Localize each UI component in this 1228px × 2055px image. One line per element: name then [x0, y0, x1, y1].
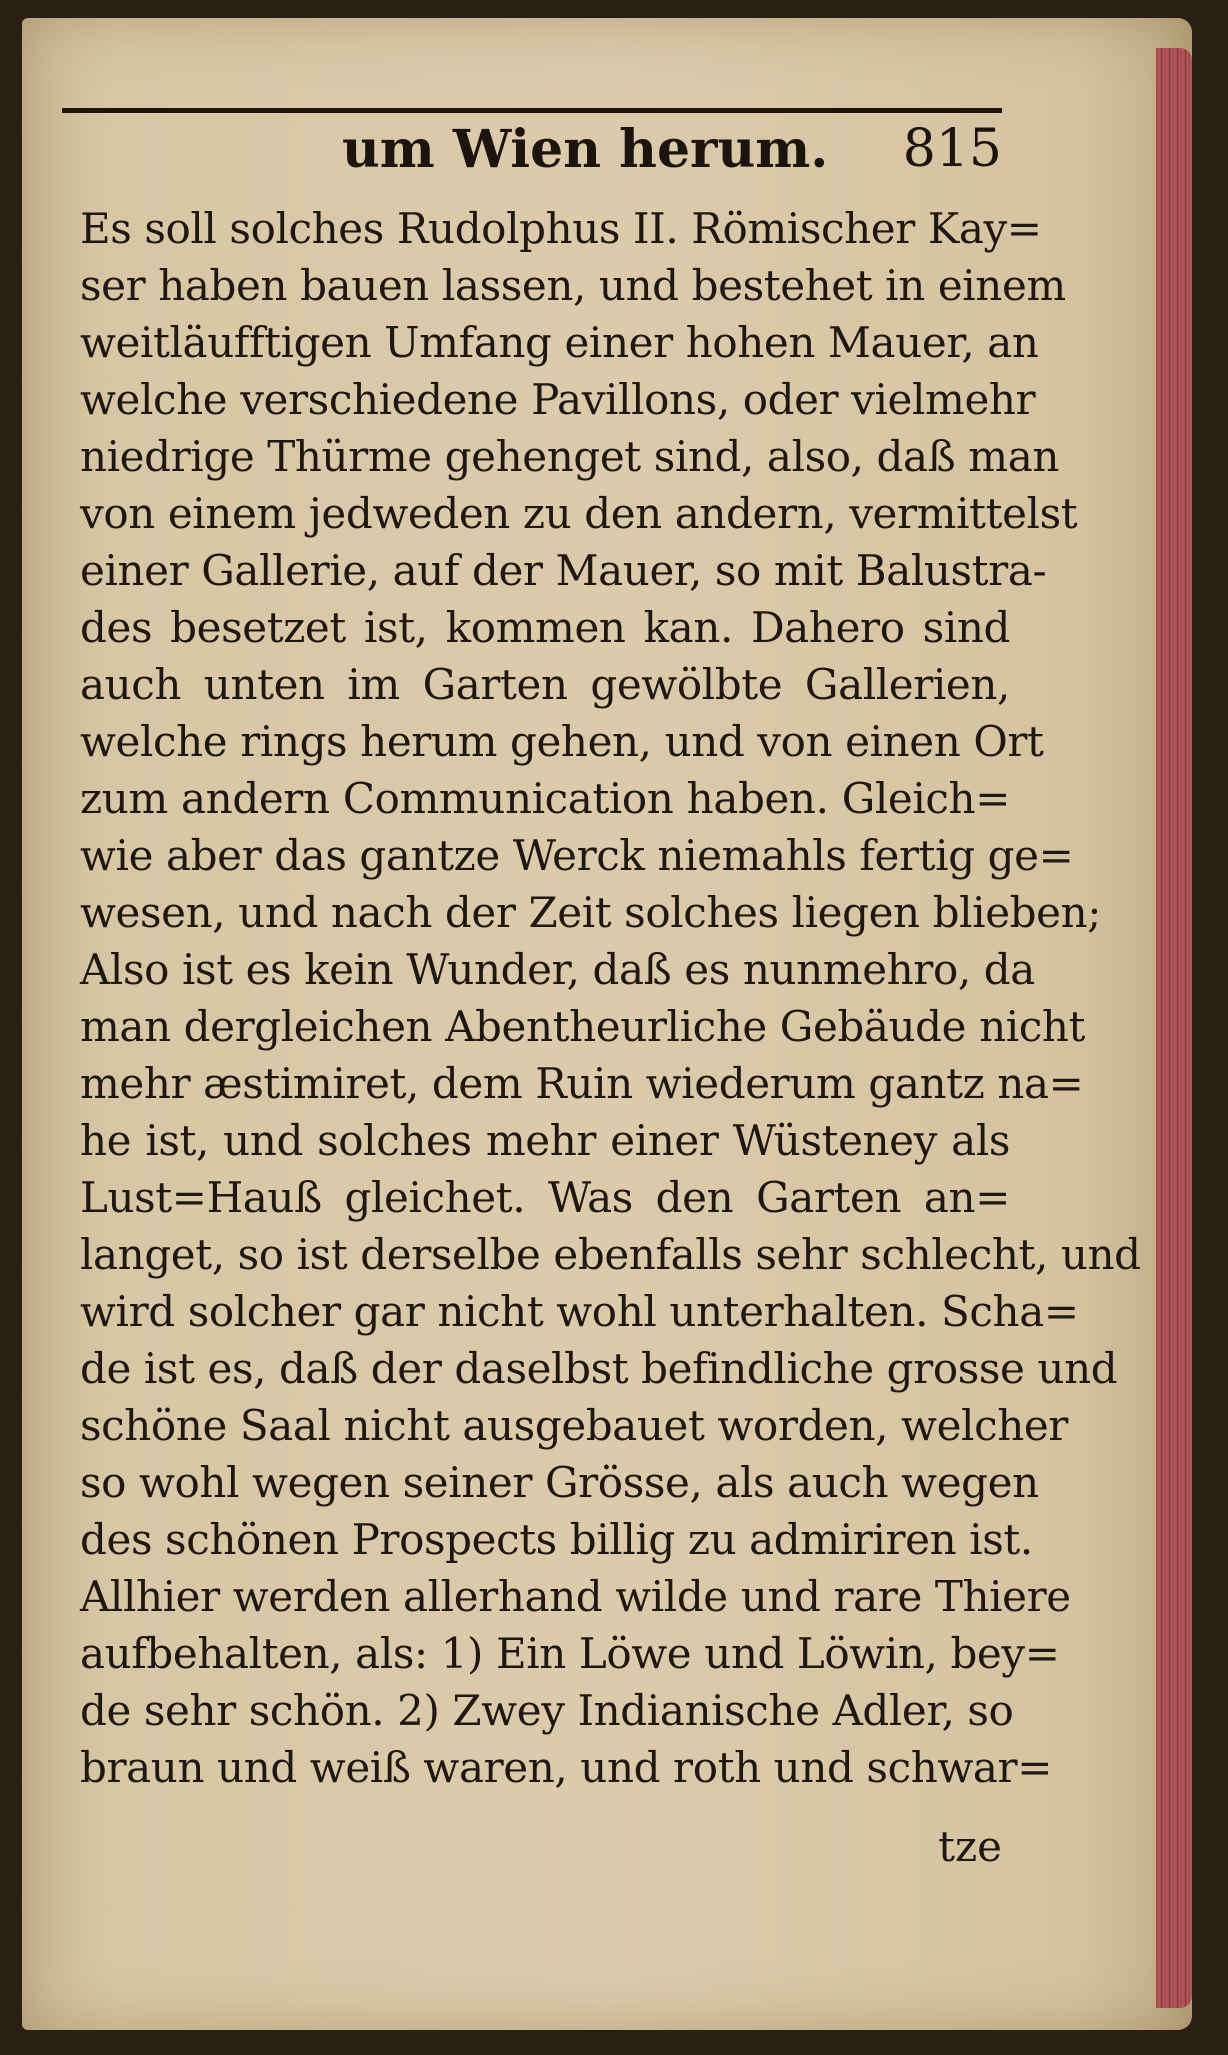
text-line: so wohl wegen seiner Grösse, als auch wegen: [80, 1458, 1039, 1507]
text-line: langet, so ist derselbe ebenfalls sehr schlecht, und: [80, 1230, 1141, 1279]
running-title: um Wien herum.: [342, 119, 829, 180]
text-line: welche rings herum gehen, und von einen Ort: [80, 717, 1044, 766]
text-line: de sehr schön. 2) Zwey Indianische Adler, so: [80, 1686, 1014, 1735]
text-line: wie aber das gantze Werck niemahls fertig ge=: [80, 831, 1074, 880]
catchword: tze: [938, 1822, 1002, 1871]
text-line: zum andern Communication haben. Gleich=: [80, 774, 1010, 823]
text-line: des besetzet ist, kommen kan. Dahero sind: [80, 603, 1010, 652]
text-line: man dergleichen Abentheurliche Gebäude nicht: [80, 1002, 1086, 1051]
text-line: aufbehalten, als: 1) Ein Löwe und Löwin, bey=: [80, 1629, 1060, 1678]
text-line: ser haben bauen lassen, und bestehet in einem: [80, 261, 1066, 310]
text-line: Allhier werden allerhand wilde und rare Thiere: [80, 1572, 1071, 1621]
text-line: braun und weiß waren, und roth und schwar=: [80, 1743, 1053, 1792]
red-page-edge: [1156, 48, 1192, 2008]
page-number: 815: [902, 119, 1002, 179]
text-line: von einem jedweden zu den andern, vermittelst: [80, 489, 1078, 538]
body-text: [80, 200, 1141, 1796]
text-line: wird solcher gar nicht wohl unterhalten. Scha=: [80, 1287, 1079, 1336]
text-line: weitläufftigen Umfang einer hohen Mauer, an: [80, 318, 1039, 367]
text-line: Es soll solches Rudolphus II. Römischer Kay=: [80, 204, 1042, 253]
running-header: [62, 108, 1002, 188]
text-line: des schönen Prospects billig zu admiriren ist.: [80, 1515, 1033, 1564]
text-line: wesen, und nach der Zeit solches liegen blieben;: [80, 888, 1101, 937]
text-line: welche verschiedene Pavillons, oder vielmehr: [80, 375, 1036, 424]
text-line: Lust=Hauß gleichet. Was den Garten an=: [80, 1173, 1010, 1222]
text-line: einer Gallerie, auf der Mauer, so mit Balustra-: [80, 546, 1047, 595]
text-line: niedrige Thürme gehenget sind, also, daß man: [80, 432, 1059, 481]
text-line: he ist, und solches mehr einer Wüsteney als: [80, 1116, 1010, 1165]
text-line: de ist es, daß der daselbst befindliche grosse und: [80, 1344, 1118, 1393]
text-line: mehr æstimiret, dem Ruin wiederum gantz na=: [80, 1059, 1084, 1108]
text-line: auch unten im Garten gewölbte Gallerien,: [80, 660, 1010, 709]
text-line: Also ist es kein Wunder, daß es nunmehro, da: [80, 945, 1035, 994]
text-line: schöne Saal nicht ausgebauet worden, welcher: [80, 1401, 1068, 1450]
